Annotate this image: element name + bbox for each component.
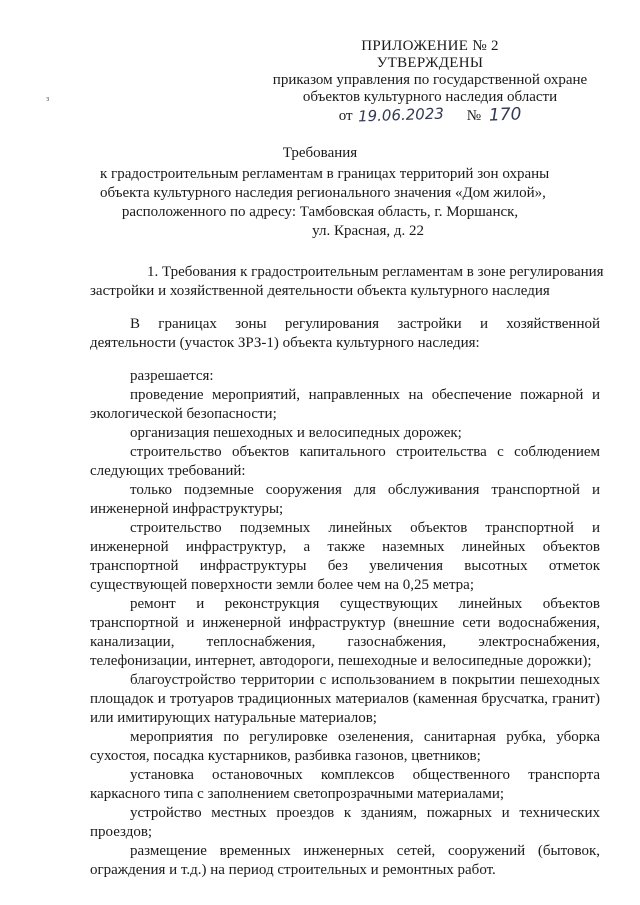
document-title-block bbox=[100, 144, 550, 241]
subtitle-line-4: ул. Красная, д. 22 bbox=[312, 223, 424, 239]
subtitle-line-2: объекта культурного наследия регионального значения «Дом жилой», bbox=[100, 185, 546, 201]
permitted-item: мероприятия по регулировке озеленения, санитарная рубка, уборка сухостоя, посадка кустарников, разбивка газонов, цветников; bbox=[90, 729, 600, 764]
section-heading-line-2: застройки и хозяйственной деятельности объекта культурного наследия bbox=[90, 283, 550, 299]
permitted-item: установка остановочных комплексов общественного транспорта каркасного типа с заполнением светопрозрачными материалами; bbox=[90, 767, 600, 802]
intro-paragraph: В границах зоны регулирования застройки и хозяйственной деятельности (участок ЗРЗ-1) объекта культурного наследия: bbox=[90, 316, 600, 351]
permitted-item: благоустройство территории с использованием в покрытии пешеходных площадок и тротуаров традиционных материалов (каменная брусчатка, гранит) или имитирующих натуральные материалов; bbox=[90, 672, 600, 726]
margin-mark: з bbox=[46, 94, 50, 103]
permitted-item: строительство подземных линейных объектов транспортной и инженерной инфраструктур, а также наземных линейных объектов транспортной инфраструктуры без увеличения высотных отметок существующей поверхности земли более чем на 0,25 метра; bbox=[90, 520, 600, 593]
permitted-item: проведение мероприятий, направленных на обеспечение пожарной и экологической безопасности; bbox=[90, 387, 600, 422]
date-prefix: от bbox=[338, 108, 353, 124]
permitted-item: организация пешеходных и велосипедных дорожек; bbox=[130, 425, 462, 441]
permitted-list bbox=[90, 367, 600, 880]
document-title: Требования bbox=[282, 145, 358, 161]
order-line-2: объектов культурного наследия области bbox=[302, 89, 558, 105]
order-line-1: приказом управления по государственной охране bbox=[272, 72, 588, 88]
subtitle-line-3: расположенного по адресу: Тамбовская область, г. Моршанск, bbox=[121, 204, 519, 220]
permitted-item: ремонт и реконструкция существующих линейных объектов транспортной и инженерной инфраструктур (внешние сети водоснабжения, канализации, теплоснабжения, газоснабжения, электроснабжения, телефонизации, интернет, автодороги, пешеходные и велосипедные дорожки); bbox=[90, 596, 600, 669]
permitted-item: устройство местных проездов к зданиям, пожарных и технических проездов; bbox=[90, 805, 600, 840]
order-date-number-line bbox=[250, 106, 610, 125]
intro-paragraph-block bbox=[90, 315, 600, 353]
handwritten-date: 19.06.2023 bbox=[358, 104, 445, 126]
permitted-label: разрешается: bbox=[130, 368, 214, 384]
permitted-item: размещение временных инженерных сетей, сооружений (бытовок, ограждения и т.д.) на период строительных и ремонтных работ. bbox=[90, 843, 600, 878]
handwritten-number: 170 bbox=[488, 104, 522, 126]
subtitle-line-1: к градостроительным регламентам в границах территорий зон охраны bbox=[100, 166, 550, 182]
appendix-title: ПРИЛОЖЕНИЕ № 2 bbox=[361, 38, 499, 54]
permitted-item: только подземные сооружения для обслуживания транспортной и инженерной инфраструктуры; bbox=[90, 482, 600, 517]
approved-label: УТВЕРЖДЕНЫ bbox=[376, 55, 484, 71]
appendix-header bbox=[250, 38, 610, 125]
section-heading bbox=[90, 263, 604, 301]
section-heading-line-1: 1. Требования к градостроительным регламентам в зоне регулирования bbox=[147, 264, 604, 280]
permitted-item: строительство объектов капитального строительства с соблюдением следующих требований: bbox=[90, 444, 600, 479]
number-prefix: № bbox=[466, 108, 482, 124]
